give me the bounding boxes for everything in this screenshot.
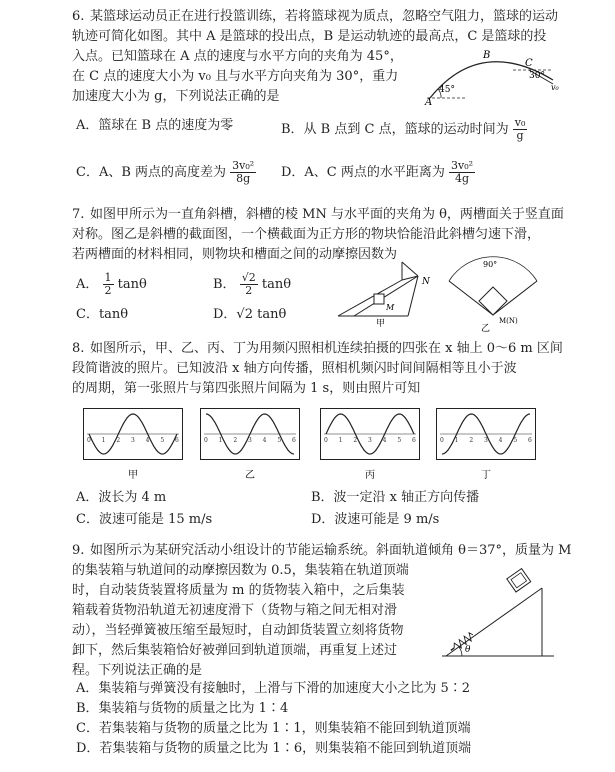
q8-line-3: 的周期，第一张照片与第四张照片间隔为 1 s，则由照片可知 bbox=[72, 381, 421, 396]
q7-number: 7. bbox=[72, 207, 85, 222]
q8-tick-label: 4 bbox=[262, 437, 267, 444]
q7-fig-label-mn: M(N) bbox=[499, 317, 518, 325]
q6-option-d bbox=[281, 160, 475, 185]
q9-option-d: D．若集装箱与货物的质量之比为 1∶6，则集装箱不能回到轨道顶端 bbox=[76, 741, 472, 756]
q8-tick-label: 1 bbox=[101, 437, 106, 444]
q8-tick-label: 4 bbox=[145, 437, 150, 444]
q7-a-tail: tanθ bbox=[117, 277, 147, 292]
q6-fig-label-v: v₀ bbox=[551, 83, 559, 92]
q8-tick-label: 2 bbox=[116, 437, 121, 444]
q7-line-2: 对称。图乙是斜槽的截面图，一个横截面为正方形的物块恰能沿此斜槽匀速下滑， bbox=[72, 227, 541, 242]
q6-option-a: A．篮球在 B 点的速度为零 bbox=[76, 118, 234, 133]
q6-line-1: 某篮球运动员正在进行投篮训练，若将篮球视为质点，忽略空气阻力，篮球的运动 bbox=[90, 9, 559, 24]
q8-wave-panel bbox=[83, 408, 183, 484]
q8-option-d: D．波速可能是 9 m/s bbox=[311, 512, 440, 527]
q7-a-num: 1 bbox=[104, 271, 112, 284]
q8-panel-label: 丁 bbox=[481, 470, 491, 481]
q8-tick-label: 4 bbox=[498, 437, 503, 444]
q6-option-d-fraction bbox=[449, 160, 475, 185]
q8-option-a: A．波长为 4 m bbox=[76, 490, 167, 505]
q8-tick-label: 2 bbox=[233, 437, 238, 444]
q7-a-label: A． bbox=[76, 277, 99, 292]
q7-line-3: 若两槽面的材料相同，则物块和槽面之间的动摩擦因数为 bbox=[72, 247, 398, 262]
q7-fig-label-n: N bbox=[422, 277, 430, 287]
q8-tick-label: 0 bbox=[440, 437, 444, 444]
q7-option-c: C．tanθ bbox=[76, 307, 129, 322]
q7-option-d: D．√2 tanθ bbox=[213, 307, 287, 322]
q7-option-b bbox=[213, 272, 291, 297]
q6-fig-angle-a: 45° bbox=[439, 85, 455, 95]
q6-option-b bbox=[281, 117, 527, 142]
q7-fig-yi bbox=[443, 253, 543, 333]
q9-option-c: C．若集装箱与货物的质量之比为 1∶1，则集装箱不能回到轨道顶端 bbox=[76, 721, 471, 736]
q8-tick-label: 6 bbox=[412, 437, 416, 444]
q8-tick-label: 0 bbox=[204, 437, 208, 444]
q8-tick-label: 1 bbox=[454, 437, 459, 444]
q9-option-b: B．集装箱与货物的质量之比为 1∶4 bbox=[76, 701, 289, 716]
q6-fig-angle-c: 30° bbox=[529, 71, 545, 81]
q7-fig-jia bbox=[338, 258, 438, 328]
q8-tick-label: 4 bbox=[382, 437, 387, 444]
q8-panel-label: 乙 bbox=[245, 470, 255, 481]
q6-option-c bbox=[76, 160, 256, 185]
q7-fig-label-m: M bbox=[386, 303, 395, 312]
q9-fig-angle: θ bbox=[465, 645, 471, 655]
q8-tick-label: 6 bbox=[528, 437, 532, 444]
q8-tick-label: 3 bbox=[368, 437, 372, 444]
q7-b-label: B． bbox=[213, 277, 236, 292]
q9-number: 9. bbox=[72, 543, 85, 558]
q8-option-c: C．波速可能是 15 m/s bbox=[76, 512, 213, 527]
q7-b-num: √2 bbox=[241, 271, 256, 284]
q8-option-b: B．波一定沿 x 轴正方向传播 bbox=[311, 490, 480, 505]
q6-trajectory-figure bbox=[425, 48, 560, 106]
q7-option-a bbox=[76, 272, 147, 297]
q7-a-den: 2 bbox=[104, 284, 112, 297]
q8-tick-label: 2 bbox=[353, 437, 358, 444]
q8-wave-panel bbox=[320, 408, 420, 484]
q6-c-num: 3v₀² bbox=[232, 159, 255, 172]
q8-tick-label: 5 bbox=[513, 437, 518, 444]
q9-line-1: 如图所示为某研究活动小组设计的节能运输系统。斜面轨道倾角 θ＝37°，质量为 M bbox=[90, 543, 572, 558]
q6-line-3: 入点。已知篮球在 A 点的速度与水平方向的夹角为 45°， bbox=[72, 49, 403, 64]
q8-tick-label: 3 bbox=[131, 437, 135, 444]
q7-b-tail: tanθ bbox=[261, 277, 292, 292]
q6-option-b-text: B．从 B 点到 C 点，篮球的运动时间为 bbox=[281, 122, 509, 137]
q7-fig-label-jia: 甲 bbox=[376, 319, 386, 329]
q6-d-den: 4g bbox=[455, 172, 470, 185]
q8-tick-label: 3 bbox=[484, 437, 488, 444]
q7-option-a-fraction bbox=[103, 272, 114, 297]
q9-line-2: 的集装箱与轨道间的动摩擦因数为 0.5，集装箱在轨道顶端 bbox=[72, 563, 409, 578]
q6-fig-label-c: C bbox=[525, 58, 533, 69]
q6-c-den: 8g bbox=[236, 172, 251, 185]
q8-tick-label: 0 bbox=[87, 437, 91, 444]
q6-option-d-text: D．A、C 两点的水平距离为 bbox=[281, 165, 445, 180]
q9-line-7: 程。下列说法正确的是 bbox=[72, 663, 203, 678]
q9-line-4: 箱载着货物沿轨道无初速度滑下（货物与箱之间无相对滑 bbox=[72, 603, 398, 618]
q9-line-6: 卸下，然后集装箱恰好被弹回到轨道顶端，再重复上述过 bbox=[72, 643, 398, 658]
q7-fig-label-yi: 乙 bbox=[481, 324, 491, 334]
q9-option-a: A．集装箱与弹簧没有接触时，上滑与下滑的加速度大小之比为 5∶2 bbox=[76, 681, 471, 696]
q6-b-den: g bbox=[516, 129, 524, 142]
q8-panel-label: 甲 bbox=[128, 470, 138, 481]
q7-fig-angle: 90° bbox=[483, 260, 498, 269]
q8-tick-label: 1 bbox=[218, 437, 223, 444]
q8-panel-label: 丙 bbox=[365, 470, 375, 481]
q6-line-2: 轨迹可简化如图。其中 A 是篮球的投出点，B 是运动轨迹的最高点，C 是篮球的投 bbox=[72, 29, 547, 44]
q6-fig-label-b: B bbox=[483, 50, 491, 61]
q7-line-1: 如图甲所示为一直角斜槽，斜槽的棱 MN 与水平面的夹角为 θ，两槽面关于竖直面 bbox=[90, 207, 564, 222]
q8-tick-label: 1 bbox=[338, 437, 343, 444]
q6-d-num: 3v₀² bbox=[451, 159, 474, 172]
q8-tick-label: 0 bbox=[324, 437, 328, 444]
q6-option-c-text: C．A、B 两点的高度差为 bbox=[76, 165, 227, 180]
q7-b-den: 2 bbox=[245, 284, 253, 297]
q8-tick-label: 3 bbox=[248, 437, 252, 444]
q6-line-4: 在 C 点的速度大小为 v₀ 且与水平方向夹角为 30°，重力 bbox=[72, 69, 399, 84]
q6-option-c-fraction bbox=[230, 160, 256, 185]
q6-b-num: v₀ bbox=[514, 116, 526, 129]
q8-line-1: 如图所示，甲、乙、丙、丁为用频闪照相机连续拍摄的四张在 x 轴上 0～6 m 区间 bbox=[90, 341, 563, 356]
q8-number: 8. bbox=[72, 341, 85, 356]
q9-line-5: 动），当轻弹簧被压缩至最短时，自动卸货装置立刻将货物 bbox=[72, 623, 404, 638]
q9-incline-figure bbox=[442, 562, 557, 662]
q8-wave-panel bbox=[200, 408, 300, 484]
q8-tick-label: 5 bbox=[277, 437, 282, 444]
q8-line-2: 段简谐波的照片。已知波沿 x 轴方向传播，照相机频闪时间间隔相等且小于波 bbox=[72, 361, 517, 376]
q6-fig-label-a: A bbox=[425, 97, 433, 108]
q6-option-b-fraction bbox=[513, 117, 528, 142]
q8-tick-label: 5 bbox=[397, 437, 402, 444]
q8-wave-panel bbox=[436, 408, 536, 484]
q8-tick-label: 6 bbox=[175, 437, 179, 444]
q8-tick-label: 5 bbox=[160, 437, 165, 444]
q7-option-b-fraction bbox=[240, 272, 258, 297]
q6-line-5: 加速度大小为 g，下列说法正确的是 bbox=[72, 89, 280, 104]
q8-tick-label: 2 bbox=[469, 437, 474, 444]
q9-line-3: 时，自动装货装置将质量为 m 的货物装入箱中，之后集装 bbox=[72, 583, 405, 598]
q6-number: 6. bbox=[72, 9, 85, 24]
q8-tick-label: 6 bbox=[292, 437, 296, 444]
